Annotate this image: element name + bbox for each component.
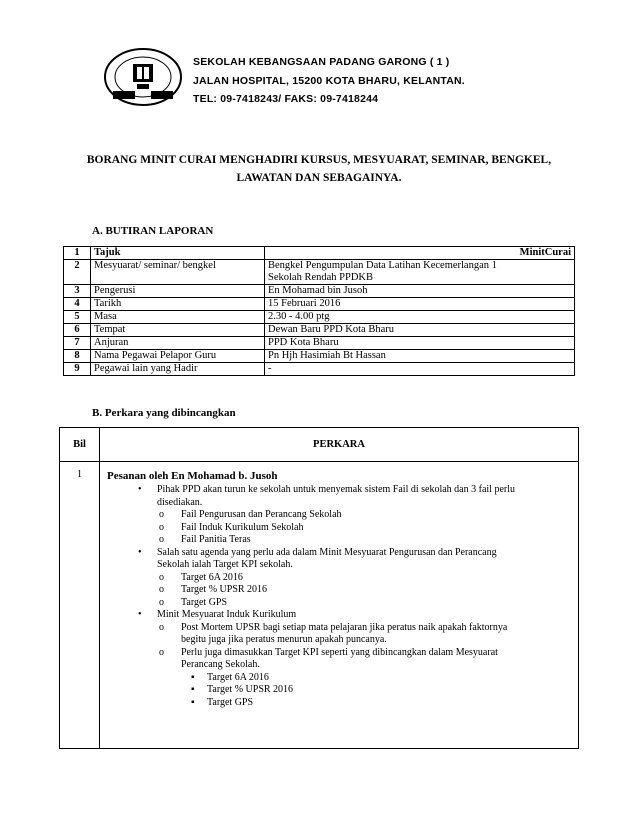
field-label: Tempat: [91, 324, 265, 337]
field-value-line: Sekolah Rendah PPDKB: [268, 272, 373, 283]
school-name: SEKOLAH KEBANGSAAN PADANG GARONG ( 1 ): [193, 56, 450, 68]
row-number: 3: [64, 285, 91, 298]
section-b-heading: B. Perkara yang dibincangkan: [92, 407, 236, 419]
field-value: En Mohamad bin Jusoh: [265, 285, 575, 298]
list-item-text: Target % UPSR 2016: [181, 584, 268, 595]
list-item: [101, 634, 577, 647]
list-item: [101, 597, 577, 610]
list-item: [101, 559, 577, 572]
list-item: [101, 697, 577, 710]
column-header-perkara: PERKARA: [100, 428, 579, 462]
list-item: [101, 572, 577, 585]
list-marker-icon: ▪: [191, 684, 195, 695]
list-item-text: disediakan.: [157, 496, 203, 508]
list-marker-icon: o: [159, 596, 164, 608]
list-item-text: Target % UPSR 2016: [207, 684, 294, 695]
list-marker-icon: •: [138, 546, 142, 558]
list-marker-icon: o: [159, 534, 164, 545]
table-row: [64, 260, 575, 285]
field-value-line: Bengkel Pengumpulan Data Latihan Kecemerlangan 1: [268, 260, 497, 271]
field-label: Anjuran: [91, 337, 265, 350]
row-number: 5: [64, 311, 91, 324]
list-item-text: Salah satu agenda yang perlu ada dalam Minit Mesyuarat Pengurusan dan Perancang: [157, 546, 497, 558]
list-item-text: Target 6A 2016: [181, 571, 243, 583]
list-item-text: Target 6A 2016: [207, 671, 269, 683]
table-row: [64, 247, 575, 260]
row-bil: 1: [60, 462, 100, 749]
list-marker-icon: o: [159, 509, 164, 520]
field-value: 2.30 - 4.00 ptg: [265, 311, 575, 324]
row-number: 6: [64, 324, 91, 337]
school-phone: TEL: 09-7418243/ FAKS: 09-7418244: [193, 93, 379, 105]
list-item: [101, 497, 577, 510]
list-item-text: Fail Panitia Teras: [181, 534, 251, 545]
school-address: JALAN HOSPITAL, 15200 KOTA BHARU, KELANTAN.: [193, 75, 465, 87]
list-item-text: Post Mortem UPSR bagi setiap mata pelajaran jika peratus naik apakah faktornya: [181, 621, 508, 633]
field-label: Masa: [91, 311, 265, 324]
list-item-text: Target GPS: [207, 696, 254, 708]
field-value: [265, 260, 575, 285]
list-marker-icon: o: [159, 646, 164, 658]
list-item: [101, 484, 577, 497]
field-label: Tajuk: [91, 247, 265, 260]
row-number: 2: [64, 260, 91, 285]
list-item: [101, 672, 577, 685]
list-item: [101, 547, 577, 560]
row-perkara: [100, 462, 579, 749]
field-value: PPD Kota Bharu: [265, 337, 575, 350]
column-header-bil: Bil: [60, 428, 100, 462]
field-label: Mesyuarat/ seminar/ bengkel: [91, 260, 265, 285]
list-item: [101, 647, 577, 660]
list-item: [101, 509, 577, 522]
list-item: [101, 609, 577, 622]
list-item: [101, 684, 577, 697]
table-row: [64, 311, 575, 324]
row-number: 7: [64, 337, 91, 350]
list-item: [101, 522, 577, 535]
table-row: [64, 363, 575, 376]
list-marker-icon: o: [159, 584, 164, 595]
table-header-row: [60, 428, 579, 462]
list-item-text: Fail Induk Kurikulum Sekolah: [181, 521, 304, 533]
row-number: 4: [64, 298, 91, 311]
field-value: Dewan Baru PPD Kota Bharu: [265, 324, 575, 337]
list-marker-icon: •: [138, 484, 142, 495]
list-item-text: begitu juga jika peratus menurun apakah puncanya.: [181, 634, 387, 645]
list-item-text: Target GPS: [181, 596, 228, 608]
discussion-table: [59, 427, 579, 749]
list-item-text: Minit Mesyuarat Induk Kurikulum: [157, 609, 297, 620]
table-row: [64, 298, 575, 311]
discussion-list: [101, 484, 577, 709]
list-marker-icon: ▪: [191, 671, 195, 683]
report-details-table: [63, 246, 575, 376]
field-label: Tarikh: [91, 298, 265, 311]
row-number: 1: [64, 247, 91, 260]
field-label: Nama Pegawai Pelapor Guru: [91, 350, 265, 363]
school-logo: [103, 47, 183, 107]
list-item: [101, 622, 577, 635]
section-a-heading: A. BUTIRAN LAPORAN: [92, 225, 214, 237]
list-marker-icon: •: [138, 609, 142, 620]
table-row: [64, 285, 575, 298]
list-item-text: Pihak PPD akan turun ke sekolah untuk menyemak sistem Fail di sekolah dan 3 fail perlu: [157, 484, 515, 495]
row-number: 9: [64, 363, 91, 376]
table-row: [64, 350, 575, 363]
table-row: [64, 337, 575, 350]
field-value: 15 Februari 2016: [265, 298, 575, 311]
discussion-title: Pesanan oleh En Mohamad b. Jusoh: [107, 470, 278, 482]
form-title-line1: BORANG MINIT CURAI MENGHADIRI KURSUS, MESYUARAT, SEMINAR, BENGKEL,: [86, 154, 552, 166]
table-row: [64, 324, 575, 337]
list-item-text: Perancang Sekolah.: [181, 659, 260, 670]
field-label: Pengerusi: [91, 285, 265, 298]
list-marker-icon: ▪: [191, 696, 195, 708]
form-title-line2: LAWATAN DAN SEBAGAINYA.: [236, 172, 402, 184]
list-item: [101, 584, 577, 597]
list-item: [101, 659, 577, 672]
list-marker-icon: o: [159, 571, 164, 583]
list-marker-icon: o: [159, 521, 164, 533]
row-number: 8: [64, 350, 91, 363]
list-item-text: Fail Pengurusan dan Perancang Sekolah: [181, 509, 342, 520]
table-row: [60, 462, 579, 749]
field-value: MinitCurai: [265, 247, 575, 260]
field-label: Pegawai lain yang Hadir: [91, 363, 265, 376]
field-value: Pn Hjh Hasimiah Bt Hassan: [265, 350, 575, 363]
field-value: -: [265, 363, 575, 376]
list-item-text: Perlu juga dimasukkan Target KPI seperti yang dibincangkan dalam Mesyuarat: [181, 646, 498, 658]
list-item-text: Sekolah ialah Target KPI sekolah.: [157, 559, 293, 570]
list-item: [101, 534, 577, 547]
list-marker-icon: o: [159, 621, 164, 633]
